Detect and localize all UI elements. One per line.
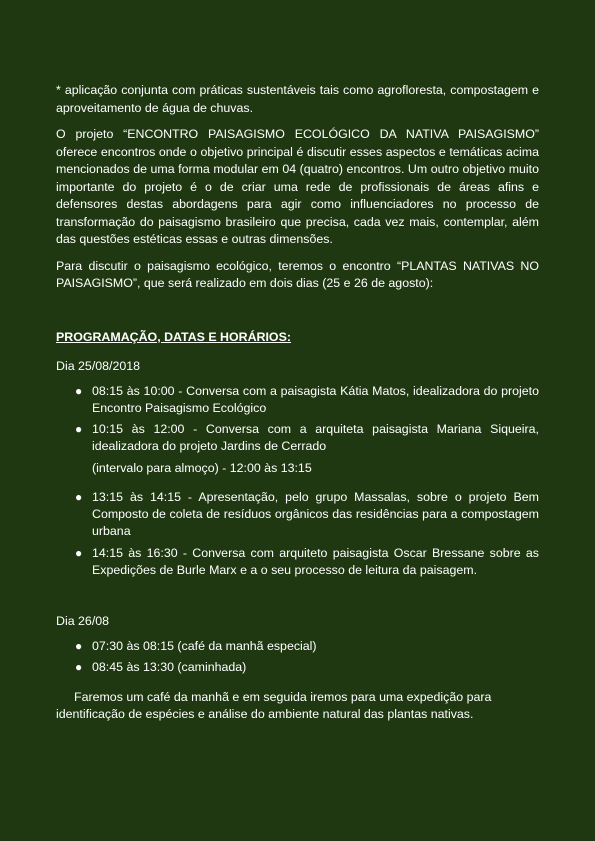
list-item-text: 13:15 às 14:15 - Apresentação, pelo grupo Massalas, sobre o projeto Bem Composto de coleta de resíduos orgânicos das residências para a compostagem urbana xyxy=(92,489,539,539)
day-1-label: Dia 25/08/2018 xyxy=(56,358,141,373)
list-item xyxy=(75,545,539,580)
list-item-text: 08:15 às 10:00 - Conversa com a paisagista Kátia Matos, idealizadora do projeto Encontro Paisagismo Ecológico xyxy=(92,383,539,415)
list-item-text: 07:30 às 08:15 (café da manhã especial) xyxy=(92,639,317,654)
intro-paragraph-1: O projeto “ENCONTRO PAISAGISMO ECOLÓGICO DA NATIVA PAISAGISMO” oferece encontros onde o objetivo principal é discutir esses aspectos e temáticas acima mencionados de uma forma modular em 04 (quatro) encontros. Um outro objetivo muito importante do projeto é o de criar uma rede de profissionais de áreas afins e defensores destas abordagens para agir como influenciadores no processo de transformação do paisagismo brasileiro que precisa, cada vez mais, contemplar, além das questões estéticas essas e outras dimensões. xyxy=(56,127,539,246)
list-item-text: 14:15 às 16:30 - Conversa com arquiteto paisagista Oscar Bressane sobre as Expedições de Burle Marx e a o seu processo de leitura da paisagem. xyxy=(92,545,539,577)
day-1-list-b xyxy=(56,489,539,579)
lunch-interval: (intervalo para almoço) - 12:00 às 13:15 xyxy=(92,460,312,475)
intro-paragraph-2: Para discutir o paisagismo ecológico, teremos o encontro “PLANTAS NATIVAS NO PAISAGISMO”, que será realizado em dois dias (25 e 26 de agosto): xyxy=(56,258,539,290)
day-2-list xyxy=(56,638,539,677)
bullet-icon: ● xyxy=(75,660,83,675)
schedule-heading: PROGRAMAÇÃO, DATAS E HORÁRIOS: xyxy=(56,329,291,344)
list-item xyxy=(75,383,539,418)
bullet-icon: ● xyxy=(75,383,83,398)
list-item-text: 10:15 às 12:00 - Conversa com a arquiteta paisagista Mariana Siqueira, idealizadora do projeto Jardins de Cerrado xyxy=(92,422,539,454)
day-1-list-a xyxy=(56,383,539,456)
bullet-icon: ● xyxy=(75,422,83,437)
closing-paragraph: Faremos um café da manhã e em seguida iremos para uma expedição para identificação de espécies e análise do ambiente natural das plantas nativas. xyxy=(56,689,492,722)
list-item xyxy=(75,638,539,655)
bullet-icon: ● xyxy=(75,489,83,504)
bullet-icon: ● xyxy=(75,545,83,560)
list-item xyxy=(75,659,539,676)
list-item xyxy=(75,421,539,456)
day-2-label: Dia 26/08 xyxy=(56,614,110,629)
intro-bullet-line: * aplicação conjunta com práticas sustentáveis tais como agrofloresta, compostagem e aproveitamento de água de chuvas. xyxy=(56,83,539,115)
bullet-icon: ● xyxy=(75,639,83,654)
list-item-text: 08:45 às 13:30 (caminhada) xyxy=(92,660,247,675)
list-item xyxy=(75,489,539,541)
